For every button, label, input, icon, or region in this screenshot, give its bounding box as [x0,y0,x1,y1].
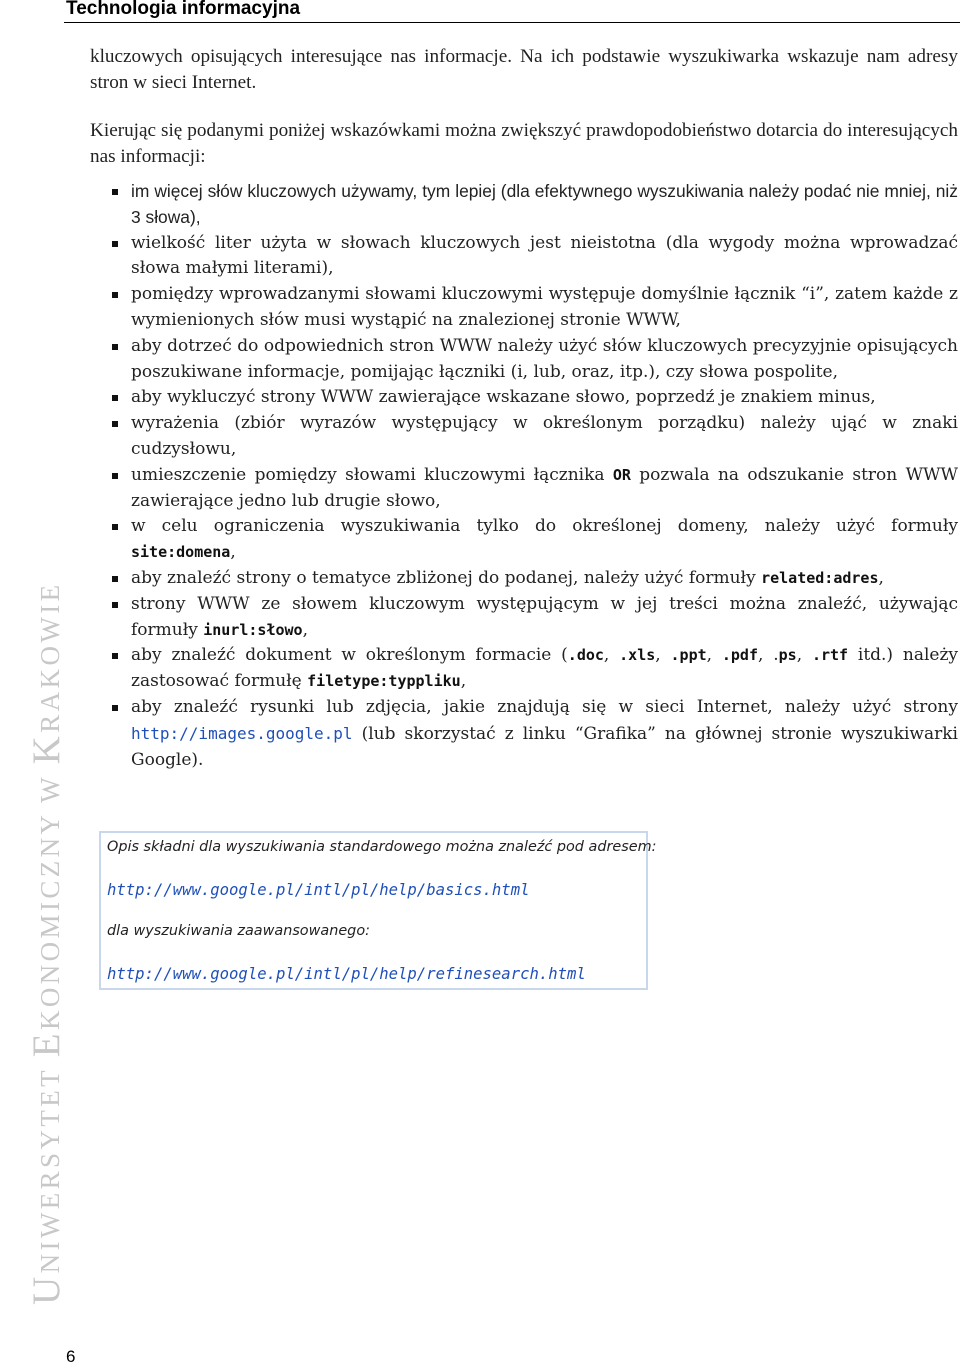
list-item: wyrażenia (zbiór wyrazów występujący w określonym porządku) należy ująć w znaki cudzysłowu, [90,411,958,463]
info-box [99,831,657,990]
list-item: aby znaleźć strony o tematyce zbliżonej do podanej, należy użyć formuły related:adres, [90,566,958,592]
code-inurl: inurl:słowo [203,620,303,639]
link-basics[interactable]: http://www.google.pl/intl/pl/help/basics.html [107,881,530,899]
list-item: aby dotrzeć do odpowiednich stron WWW należy użyć słów kluczowych precyzyjnie opisujących poszukiwane informacje, pomijając łączniki (i, lub, oraz, itp.), czy słowa pospolite, [90,334,958,386]
page-header [64,0,960,23]
images-google-link[interactable]: http://images.google.pl [131,723,353,743]
code-filetype: filetype:typpliku [307,672,461,691]
search-tips-list [90,179,958,773]
box-label-standard: Opis składni dla wyszukiwania standardowego można znaleźć pod adresem: [107,839,657,855]
code-related: related:adres [761,568,879,587]
link-refinesearch[interactable]: http://www.google.pl/intl/pl/help/refinesearch.html [107,965,586,983]
page-number: 6 [66,1347,76,1366]
list-item: umieszczenie pomiędzy słowami kluczowymi łącznika OR pozwala na odszukanie stron WWW zawierające jedno lub drugie słowo, [90,463,958,515]
box-label-advanced: dla wyszukiwania zaawansowanego: [107,923,370,939]
list-item: w celu ograniczenia wyszukiwania tylko do określonej domeny, należy użyć formuły site:domena, [90,514,958,566]
list-item: aby znaleźć rysunki lub zdjęcia, jakie znajdują się w sieci Internet, należy użyć strony http://images.google.pl (lub skorzystać z linku “Grafika” na głównej stronie wyszukiwarki Google). [90,695,958,773]
intro-paragraph-2: Kierując się podanymi poniżej wskazówkami można zwiększyć prawdopodobieństwo dotarcia do interesujących nas informacji: [90,120,958,167]
header-title: Technologia informacyjna [66,0,301,19]
list-item: aby znaleźć dokument w określonym formacie (.doc, .xls, .ppt, .pdf, .ps, .rtf itd.) należy zastosować formułę filetype:typpliku, [90,643,958,695]
list-item: im więcej słów kluczowych używamy, tym lepiej (dla efektywnego wyszukiwania należy podać nie mniej, niż 3 słowa), [90,179,958,231]
code-or: OR [612,465,631,484]
side-watermark: UNIWERSYTET EKONOMICZNY W KRAKOWIE [25,581,68,1305]
list-item: wielkość liter użyta w słowach kluczowych jest nieistotna (dla wygody można wprowadzać słowa małymi literami), [90,231,958,283]
intro-paragraph-1: kluczowych opisujących interesujące nas informacje. Na ich podstawie wyszukiwarka wskazuje nam adresy stron w sieci Internet. [90,46,958,93]
code-site: site:domena [131,543,231,562]
list-item: aby wykluczyć strony WWW zawierające wskazane słowo, poprzedź je znakiem minus, [90,385,958,411]
list-item: pomiędzy wprowadzanymi słowami kluczowymi występuje domyślnie łącznik “i”, zatem każde z wymienionych słów musi wystąpić na znalezionej stronie WWW, [90,282,958,334]
list-item: strony WWW ze słowem kluczowym występującym w jej treści można znaleźć, używając formuły inurl:słowo, [90,592,958,644]
